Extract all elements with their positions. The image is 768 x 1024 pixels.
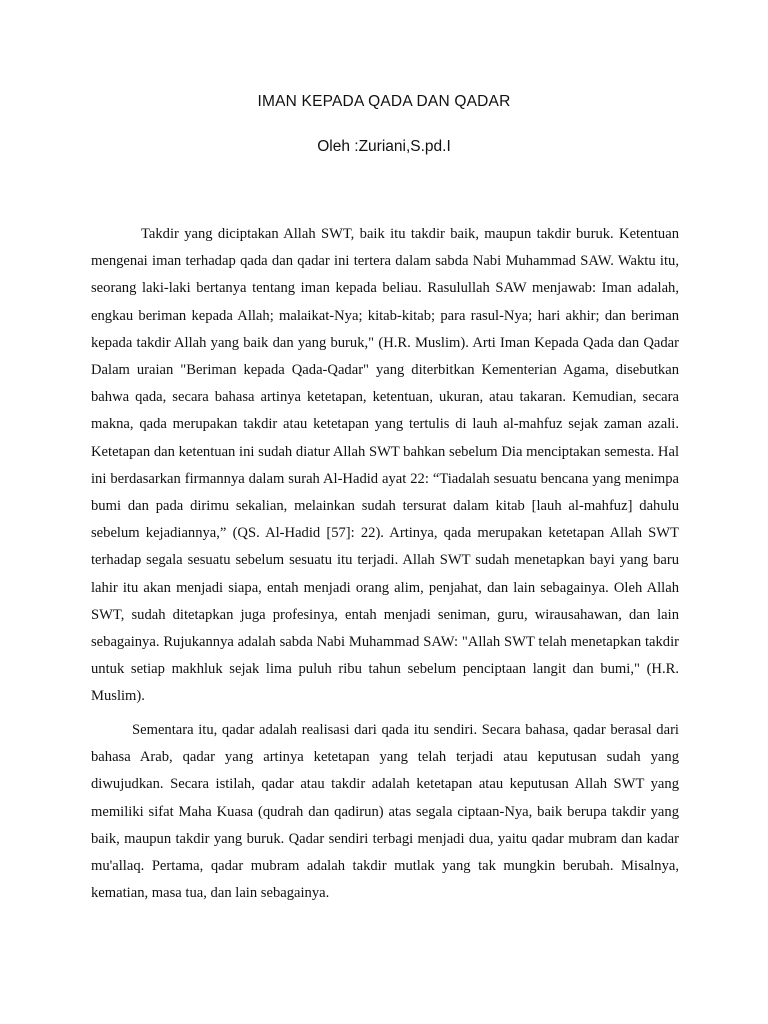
document-title: IMAN KEPADA QADA DAN QADAR xyxy=(257,93,511,110)
document-author: Oleh :Zuriani,S.pd.I xyxy=(317,138,451,155)
paragraph-qada: Takdir yang diciptakan Allah SWT, baik itu takdir baik, maupun takdir buruk. Ketentuan mengenai iman terhadap qada dan qadar ini tertera dalam sabda Nabi Muhammad SAW. Waktu itu, seorang laki-laki bertanya tentang iman kepada beliau. Rasulullah SAW menjawab: Iman adalah, engkau beriman kepada Allah; malaikat-Nya; kitab-kitab; para rasul-Nya; hari akhir; dan beriman kepada takdir Allah yang baik dan yang buruk," (H.R. Muslim). Arti Iman Kepada Qada dan Qadar Dalam uraian "Beriman kepada Qada-Qadar" yang diterbitkan Kementerian Agama, disebutkan bahwa qada, secara bahasa artinya ketetapan, ketentuan, ukuran, atau takaran. Kemudian, secara makna, qada merupakan takdir atau ketetapan yang tertulis di lauh al-mahfuz sejak zaman azali. Ketetapan dan ketentuan ini sudah diatur Allah SWT bahkan sebelum Dia menciptakan semesta. Hal ini berdasarkan firmannya dalam surah Al-Hadid ayat 22: “Tiadalah sesuatu bencana yang menimpa bumi dan pada dirimu sekalian, melainkan sudah tersurat dalam kitab [lauh al-mahfuz] dahulu sebelum kejadiannya,” (QS. Al-Hadid [57]: 22). Artinya, qada merupakan ketetapan Allah SWT terhadap segala sesuatu sebelum sesuatu itu terjadi. Allah SWT sudah menetapkan bayi yang baru lahir itu akan menjadi siapa, entah menjadi orang alim, penjahat, dan lain sebagainya. Oleh Allah SWT, sudah ditetapkan juga profesinya, entah menjadi seniman, guru, wirausahawan, dan lain sebagainya. Rujukannya adalah sabda Nabi Muhammad SAW: "Allah SWT telah menetapkan takdir untuk setiap makhluk sejak lima puluh ribu tahun sebelum penciptaan langit dan bumi," (H.R. Muslim). xyxy=(91,226,679,705)
paragraph-qadar: Sementara itu, qadar adalah realisasi dari qada itu sendiri. Secara bahasa, qadar berasal dari bahasa Arab, qadar yang artinya ketetapan yang telah terjadi atau keputusan sudah yang diwujudkan. Secara istilah, qadar atau takdir adalah ketetapan atau keputusan Allah SWT yang memiliki sifat Maha Kuasa (qudrah dan qadirun) atas segala ciptaan-Nya, baik berupa takdir yang baik, maupun takdir yang buruk. Qadar sendiri terbagi menjadi dua, yaitu qadar mubram dan kadar mu'allaq. Pertama, qadar mubram adalah takdir mutlak yang tak mungkin berubah. Misalnya, kematian, masa tua, dan lain sebagainya. xyxy=(91,722,679,902)
